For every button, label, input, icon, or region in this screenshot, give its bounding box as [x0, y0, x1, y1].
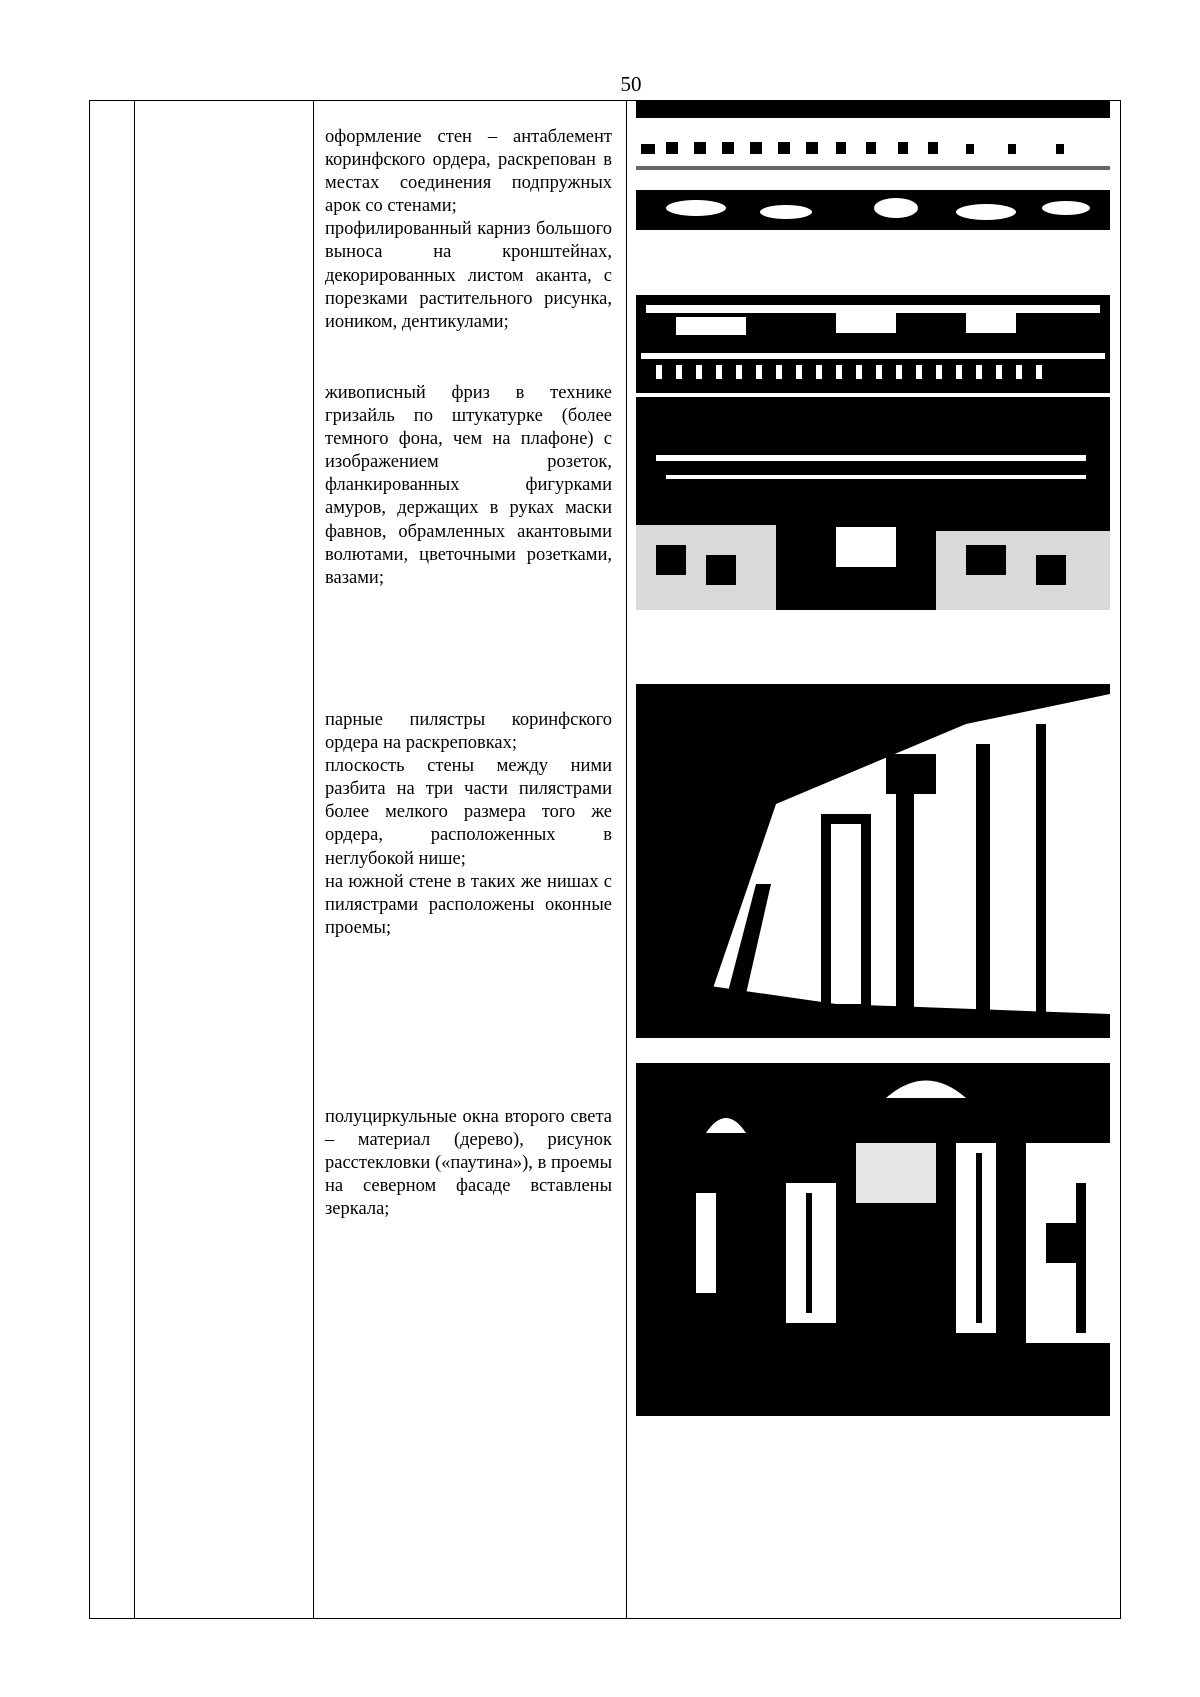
photo-pilasters: [636, 684, 1110, 1038]
description-pilasters: [325, 709, 612, 940]
description-frieze: [325, 382, 612, 590]
paragraph: оформление стен – антаблемент коринфского ордера, раскрепован в местах соединения подпружных арок со стенами;: [325, 127, 612, 217]
column-divider: [626, 101, 627, 1618]
description-cornice: [325, 126, 612, 334]
page-number: 50: [620, 72, 642, 96]
paragraph: плоскость стены между ними разбита на три части пилястрами более мелкого размера того же ордера, расположенных в неглубокой нише;: [325, 756, 612, 869]
paragraph: профилированный карниз большого выноса на кронштейнах, декорированных листом аканта, с порезками растительного рисунка, иоником, дентикулами;: [325, 219, 612, 332]
paragraph: на южной стене в таких же нишах с пилястрами расположены оконные проемы;: [325, 871, 612, 938]
column-divider: [134, 101, 135, 1618]
photo-cornice: [636, 100, 1110, 234]
photo-frieze: [636, 295, 1110, 610]
paragraph: живописный фриз в технике гризайль по штукатурке (более темного фона, чем на плафоне) с изображением розеток, фланкированных фигурками амуров, держащих в руках маски фавнов, обрамленных акантовыми волютами, цветочными розетками, вазами;: [325, 383, 612, 588]
description-windows: [325, 1106, 612, 1221]
photo-windows: [636, 1063, 1110, 1416]
column-divider: [313, 101, 314, 1618]
paragraph: парные пилястры коринфского ордера на раскреповках;: [325, 710, 612, 754]
paragraph: полуциркульные окна второго света – материал (дерево), рисунок расстекловки («паутина»), в проемы на северном фасаде вставлены зеркала;: [325, 1107, 612, 1220]
